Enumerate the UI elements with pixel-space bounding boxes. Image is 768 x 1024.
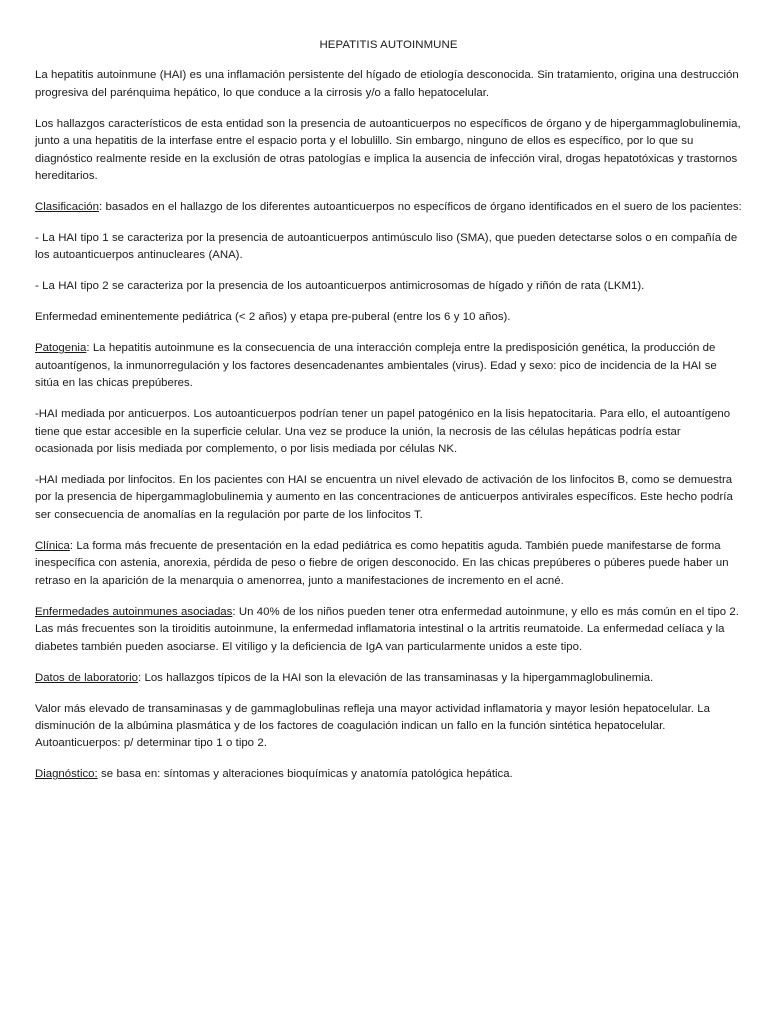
paragraph-text: se basa en: síntomas y alteraciones bioquímicas y anatomía patológica hepática. [97, 768, 513, 781]
paragraph-datos-laboratorio [35, 670, 742, 687]
section-heading-datos-laboratorio: Datos de laboratorio [35, 671, 138, 684]
paragraph-diagnostico [35, 766, 742, 783]
paragraph-text: : La hepatitis autoinmune es la consecuencia de una interacción compleja entre la predisposición genética, la producción de autoantígenos, la inmunorregulación y los factores desencadenantes ambientales (virus). Edad y sexo: pico de incidencia de la HAI se sitúa en las chicas prepúberes. [35, 342, 717, 390]
paragraph-intro [35, 67, 742, 102]
section-heading-clasificacion: Clasificación [35, 201, 99, 214]
section-heading-enfermedades-asociadas: Enfermedades autoinmunes asociadas [35, 605, 233, 618]
paragraph-text: : basados en el hallazgo de los diferentes autoanticuerpos no específicos de órgano identificados en el suero de los pacientes: [98, 201, 742, 214]
section-heading-clinica: Clínica [35, 539, 70, 552]
paragraph-text: -HAI mediada por anticuerpos. Los autoanticuerpos podrían tener un papel patogénico en la lisis hepatocitaria. Para ello, el autoantígeno tiene que estar accesible en la superficie celular. Una vez se produce la unión, la necrosis de las células hepáticas podría estar ocasionada por lisis mediada por complemento, o por lisis mediada por células NK. [35, 408, 731, 456]
section-heading-patogenia: Patogenia [35, 342, 87, 355]
paragraph-text: -HAI mediada por linfocitos. En los pacientes con HAI se encuentra un nivel elevado de activación de los linfocitos B, como se demuestra por la presencia de hipergammaglobulinemia y aumento en las concentraciones de anticuerpos antivirales específicos. Este hecho podría ser consecuencia de anomalías en la regulación por parte de los linfocitos T. [35, 474, 733, 521]
paragraph-hallazgos [35, 116, 742, 186]
paragraph-text: : La forma más frecuente de presentación en la edad pediátrica es como hepatitis aguda. También puede manifestarse de forma inespecífica con astenia, anorexia, pérdida de peso o fiebre de origen desconocido. En las chicas prepúberes o púberes puede haber un retraso en la aparición de la menarquia o amenorrea, junto a manifestaciones de incremento en el acné. [35, 539, 729, 587]
paragraph-text: La hepatitis autoinmune (HAI) es una inflamación persistente del hígado de etiología desconocida. Sin tratamiento, origina una destrucción progresiva del parénquima hepático, lo que conduce a la cirrosis y/o a fallo hepatocelular. [35, 69, 739, 99]
paragraph-clinica [35, 538, 742, 590]
paragraph-enfermedades-asociadas [35, 604, 742, 656]
paragraph-hai-tipo-2 [35, 278, 742, 295]
paragraph-patogenia [35, 340, 742, 392]
paragraph-text: - La HAI tipo 1 se caracteriza por la presencia de autoanticuerpos antimúsculo liso (SMA), que pueden detectarse solos o en compañía de los autoanticuerpos antinucleares (ANA). [35, 232, 738, 262]
paragraph-hai-tipo-1 [35, 230, 742, 265]
paragraph-clasificacion [35, 199, 742, 216]
paragraph-text: Los hallazgos característicos de esta entidad son la presencia de autoanticuerpos no específicos de órgano y de hipergammaglobulinemia, junto a una hepatitis de la interfase entre el espacio porta y el lobulillo. Sin embargo, ninguno de ellos es específico, por lo que su diagnóstico realmente reside en la exclusión de otras patologías e implica la ausencia de infección viral, drogas hepatotóxicas y trastornos hereditarios. [35, 117, 741, 183]
paragraph-valores [35, 701, 742, 753]
paragraph-text: Enfermedad eminentemente pediátrica (< 2 años) y etapa pre-puberal (entre los 6 y 10 años). [35, 311, 511, 324]
paragraph-text: Valor más elevado de transaminasas y de gammaglobulinas refleja una mayor actividad inflamatoria y mayor lesión hepatocelular. La disminución de la albúmina plasmática y de los factores de coagulación indican un fallo en la función sintética hepatocelular. Autoanticuerpos: p/ determinar tipo 1 o tipo 2. [35, 702, 710, 750]
section-heading-diagnostico: Diagnóstico: [35, 768, 98, 781]
paragraph-text: - La HAI tipo 2 se caracteriza por la presencia de los autoanticuerpos antimicrosomas de hígado y riñón de rata (LKM1). [35, 280, 645, 293]
document-title: HEPATITIS AUTOINMUNE [319, 39, 458, 51]
paragraph-hai-anticuerpos [35, 406, 742, 458]
paragraph-text: : Un 40% de los niños pueden tener otra enfermedad autoinmune, y ello es más común en el tipo 2. Las más frecuentes son la tiroiditis autoinmune, la enfermedad inflamatoria intestinal o la artritis reumatoide. La enfermedad celíaca y la diabetes también pueden asociarse. El vitíligo y la deficiencia de IgA van particularmente unidos a este tipo. [35, 605, 739, 653]
paragraph-text: : Los hallazgos típicos de la HAI son la elevación de las transaminasas y la hipergammaglobulinemia. [137, 671, 654, 684]
paragraph-hai-linfocitos [35, 472, 742, 524]
paragraph-edad [35, 309, 742, 326]
